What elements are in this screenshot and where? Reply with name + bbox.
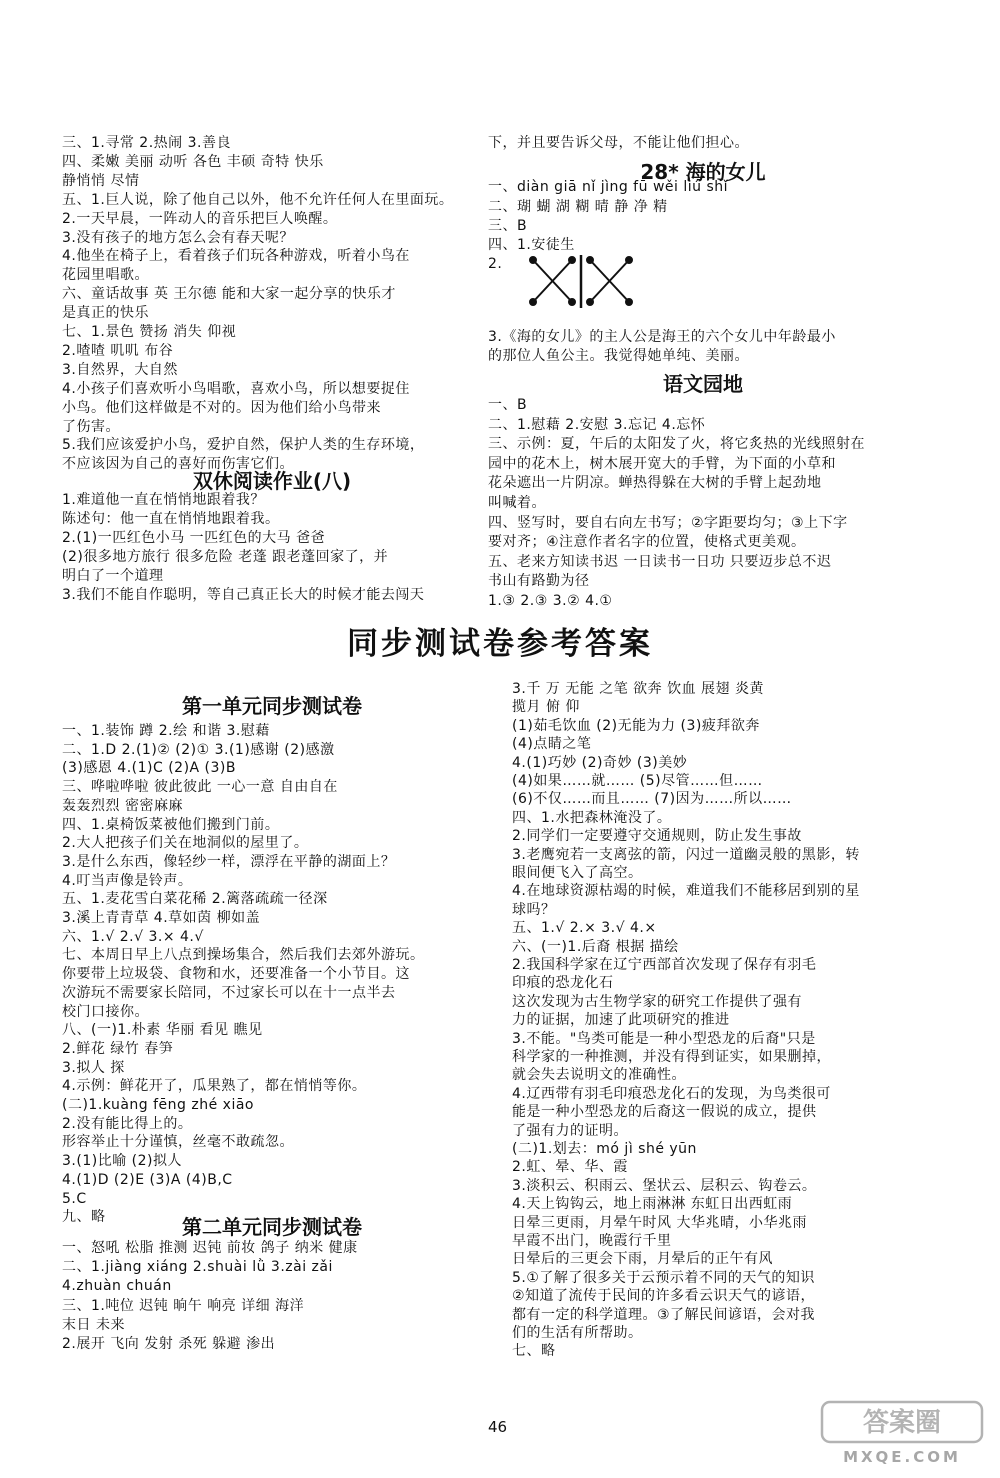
answer-line: 3.没有孩子的地方怎么会有春天呢？ [62, 229, 294, 246]
answer-line: 4.叮当声像是铃声。 [62, 872, 193, 889]
matching-lines-diagram [526, 252, 636, 310]
answer-line: 4.小孩子们喜欢听小鸟唱歌，喜欢小鸟，所以想要捉住 [62, 380, 410, 397]
answer-line: 4.在地球资源枯竭的时候，难道我们不能移居到别的星 [512, 883, 860, 900]
answer-line: 3.溪上青青草 4.草如茵 柳如盖 [62, 910, 261, 926]
unit1-test-heading: 第一单元同步测试卷 [182, 694, 362, 718]
answer-line: 4.(1)巧妙 (2)奇妙 (3)美妙 [512, 754, 688, 771]
answer-line: 明白了一个道理 [62, 567, 164, 584]
answer-line: 叫喊着。 [488, 495, 546, 511]
answer-line: 六、1.√ 2.√ 3.× 4.√ [62, 928, 204, 945]
answer-line: 书山有路勤为径 [488, 573, 590, 590]
answer-line: 3.(1)比喻 (2)拟人 [62, 1153, 182, 1170]
answer-line: 七、1.景色 赞扬 消失 仰视 [62, 324, 237, 340]
answer-line: 4.天上钩钩云，地上雨淋淋 东虹日出西虹雨 [512, 1196, 793, 1213]
answer-line: 二、1.jiàng xiáng 2.shuài lǜ 3.zài zǎi [62, 1259, 333, 1276]
answer-line: 揽月 俯 仰 [512, 699, 580, 716]
answer-line: 4.示例：鲜花开了，瓜果熟了，都在悄悄等你。 [62, 1078, 367, 1095]
answer-line: 2. [488, 255, 503, 272]
top-left-column [62, 134, 482, 604]
watermark-logo [818, 1400, 988, 1470]
watermark-url: MXQE.COM [843, 1448, 961, 1466]
answer-line: 六、童话故事 英 王尔德 能和大家一起分享的快乐才 [62, 286, 396, 303]
answer-line: 4.zhuàn chuán [62, 1278, 172, 1295]
answer-line: 三、示例：夏，午后的太阳发了火，将它炙热的光线照射在 [488, 436, 865, 453]
answer-line: 三、哗啦哗啦 彼此彼此 一心一意 自由自在 [62, 779, 338, 796]
unit2-test-heading: 第二单元同步测试卷 [182, 1215, 362, 1239]
answer-line: 次游玩不需要家长陪同，不过家长可以在十一点半去 [62, 984, 396, 1001]
answer-line: 力的证据，加速了此项研究的推进 [512, 1012, 730, 1029]
answer-line: 1.③ 2.③ 3.② 4.① [488, 593, 613, 609]
answer-line: 球吗？ [512, 901, 556, 918]
answer-line: 2.一天早晨，一阵动人的音乐把巨人唤醒。 [62, 210, 338, 227]
answer-line: 3.《海的女儿》的主人公是海王的六个女儿中年龄最小 [488, 329, 836, 345]
answer-line: 4.他坐在椅子上，看着孩子们玩各种游戏，听着小鸟在 [62, 248, 410, 265]
answer-line: 六、(一)1.后裔 根据 描绘 [512, 938, 679, 955]
answer-line: 陈述句：他一直在悄悄地跟着我。 [62, 510, 280, 527]
answer-line: 一、B [488, 397, 528, 413]
pinyin-answer-line: 一、diàn giā nǐ jìng fū wěi liú shǐ [488, 179, 729, 195]
answer-line: 四、竖写时，要自右向左书写；②字距要均匀；③上下字 [488, 514, 848, 531]
answer-line: 校门口接你。 [62, 1003, 149, 1020]
answer-line: 日晕三更雨，月晕午时风 大华兆晴，小华兆雨 [512, 1214, 807, 1231]
answer-line: 园中的花木上，树木展开宽大的手臂，为下面的小草和 [488, 455, 836, 472]
answer-line: 形容举止十分谨慎，丝毫不敢疏忽。 [62, 1134, 294, 1151]
answer-line: (4)点睛之笔 [512, 736, 592, 753]
answer-line: 2.鲜花 绿竹 春笋 [62, 1040, 174, 1057]
answer-line: 早霞不出门，晚霞行千里 [512, 1233, 672, 1249]
answer-line: 都有一定的科学道理。③了解民间谚语，会对我 [512, 1306, 816, 1323]
answer-line: 二、瑚 蝴 湖 糊 晴 静 净 精 [488, 199, 668, 215]
answer-line: 的那位人鱼公主。我觉得她单纯、美丽。 [488, 347, 749, 364]
answer-line: 能是一种小型恐龙的后裔这一假说的成立，提供 [512, 1104, 817, 1121]
answer-line: (6)不仅……而且…… (7)因为……所以…… [512, 791, 792, 808]
answer-line: 3.拟人 探 [62, 1059, 125, 1076]
section-heading-chinese-garden: 语文园地 [663, 372, 743, 396]
answer-line: 三、1.吨位 迟钝 晌午 响亮 详细 海洋 [62, 1297, 305, 1314]
answer-line: 了伤害。 [62, 418, 120, 435]
section-heading-weekend-reading-8: 双休阅读作业(八) [192, 469, 352, 493]
answer-line: ②知道了流传于民间的许多看云识天气的谚语， [512, 1288, 816, 1305]
answer-line: 九、略 [62, 1209, 106, 1226]
answer-line: (3)感恩 4.(1)C (2)A (3)B [62, 760, 236, 777]
answer-line: 2.同学们一定要遵守交通规则，防止发生事故 [512, 828, 802, 845]
answer-line: 七、本周日早上八点到操场集合，然后我们去郊外游玩。 [62, 947, 425, 964]
answer-line: 5.C [62, 1190, 87, 1207]
answer-line: 不应该因为自己的喜好而伤害它们。 [62, 456, 294, 473]
answer-line: 2.我国科学家在辽宁西部首次发现了保存有羽毛 [512, 957, 817, 973]
answer-line: 就会失去说明文的准确性。 [512, 1067, 686, 1084]
answer-line: 五、老来方知读书迟 一日读书一日功 只要迈步总不迟 [488, 553, 832, 570]
answer-line: 轰轰烈烈 密密麻麻 [62, 797, 183, 814]
answer-line: 一、1.装饰 蹲 2.绘 和谐 3.慰藉 [62, 723, 270, 739]
answer-line: 花朵遮出一片阴凉。蝉热得躲在大树的手臂上起劲地 [488, 475, 822, 492]
answer-line: 二、1.D 2.(1)② (2)① 3.(1)感谢 (2)感激 [62, 741, 335, 758]
answer-line: (4)如果……就…… (5)尽管……但…… [512, 773, 763, 789]
answer-line: 要对齐；④注意作者名字的位置，使格式更美观。 [488, 534, 806, 551]
answer-line: 3.老鹰宛若一支离弦的箭，闪过一道幽灵般的黑影，转 [512, 846, 860, 863]
answer-line: 花园里唱歌。 [62, 267, 149, 284]
answer-line: 4.(1)D (2)E (3)A (4)B,C [62, 1171, 233, 1188]
answer-line: 小鸟。他们这样做是不对的。因为他们给小鸟带来 [62, 399, 381, 416]
answer-line: 七、略 [512, 1343, 556, 1360]
answer-line: 四、1.桌椅饭菜被他们搬到门前。 [62, 816, 280, 833]
bottom-left-column [62, 680, 482, 1360]
watermark-chinese: 答案圈 [862, 1408, 942, 1438]
answer-line: 2.虹、晕、华、霞 [512, 1159, 628, 1176]
answer-line: 科学家的一种推测，并没有得到证实，如果删掉， [512, 1049, 831, 1065]
answer-line: (1)茹毛饮血 (2)无能为力 (3)疲拜欲奔 [512, 717, 760, 734]
answer-line: 1.难道他一直在悄悄地跟着我？ [62, 492, 265, 508]
answer-line: 五、1.麦花雪白菜花稀 2.篱落疏疏一径深 [62, 891, 328, 908]
answer-line: 这次发现为古生物学家的研究工作提供了强有 [512, 993, 802, 1010]
answer-line: 是真正的快乐 [62, 305, 149, 322]
answer-line: 2.(1)一匹红色小马 一匹红色的大马 爸爸 [62, 529, 326, 546]
answer-line: 3.是什么东西，像轻纱一样，漂浮在平静的湖面上？ [62, 853, 396, 870]
bottom-right-column [512, 680, 932, 1370]
answer-line: 3.自然界，大自然 [62, 361, 178, 378]
answer-line: 一、怒吼 松脂 推测 迟钝 前妆 鸽子 纳米 健康 [62, 1240, 358, 1256]
answer-line: 2.大人把孩子们关在地洞似的屋里了。 [62, 835, 309, 852]
answer-line: 二、1.慰藉 2.安慰 3.忘记 4.忘怀 [488, 416, 706, 433]
answer-line: 八、(一)1.朴素 华丽 看见 瞧见 [62, 1022, 263, 1039]
answer-line: 了强有力的证明。 [512, 1122, 628, 1139]
answer-line: 三、1.寻常 2.热闹 3.善良 [62, 135, 231, 151]
answer-line: 们的生活有所帮助。 [512, 1325, 643, 1341]
answer-line: (2)很多地方旅行 很多危险 老蓬 跟老蓬回家了，并 [62, 548, 389, 565]
answer-line: 3.我们不能自作聪明，等自己真正长大的时候才能去闯天 [62, 586, 425, 603]
answer-line: 日晕后的三更会下雨，月晕后的正午有风 [512, 1251, 773, 1268]
page-number: 46 [488, 1418, 508, 1436]
answer-line: 3.淡积云、积雨云、堡状云、层积云、钩卷云。 [512, 1177, 817, 1194]
answer-line: 四、1.安徒生 [488, 236, 575, 253]
lesson-heading-little-mermaid: 28* 海的女儿 [640, 160, 766, 184]
answer-line: 2.没有能比得上的。 [62, 1115, 193, 1132]
answer-line: 下，并且要告诉父母，不能让他们担心。 [488, 135, 749, 151]
answer-line: 你要带上垃圾袋、食物和水，还要准备一个小节目。这 [62, 966, 410, 983]
answer-line: 五、1.巨人说，除了他自己以外，他不允许任何人在里面玩。 [62, 191, 454, 208]
answer-line: 五、1.√ 2.× 3.√ 4.× [512, 920, 657, 937]
answer-line: 3.不能。"鸟类可能是一种小型恐龙的后裔"只是 [512, 1030, 816, 1047]
answer-line: 四、柔嫩 美丽 动听 各色 丰硕 奇特 快乐 [62, 153, 324, 170]
answer-line: 2.展开 飞向 发射 杀死 躲避 渗出 [62, 1336, 276, 1352]
answer-line: 5.①了解了很多关于云预示着不同的天气的知识 [512, 1269, 815, 1286]
answer-line: 5.我们应该爱护小鸟，爱护自然，保护人类的生存环境， [62, 437, 425, 454]
answer-line: 末日 未来 [62, 1316, 125, 1333]
answer-line: (二)1.kuàng fēng zhé xiāo [62, 1097, 254, 1113]
answer-line: (二)1.划去：mó jì shé yūn [512, 1141, 697, 1157]
section-title: 同步测试卷参考答案 [347, 626, 653, 662]
answer-line: 眼间便飞入了高空。 [512, 865, 643, 881]
answer-line: 2.喳喳 叽叽 布谷 [62, 342, 174, 359]
answer-line: 四、1.水把森林淹没了。 [512, 809, 672, 826]
answer-line: 静悄悄 尽情 [62, 172, 140, 189]
top-right-column [488, 134, 918, 609]
answer-line: 4.辽西带有羽毛印痕恐龙化石的发现，为鸟类很可 [512, 1085, 831, 1102]
answer-line: 3.千 万 无能 之笔 欲奔 饮血 展翅 炎黄 [512, 681, 765, 697]
answer-line: 三、B [488, 217, 528, 234]
answer-line: 印痕的恐龙化石 [512, 975, 614, 992]
